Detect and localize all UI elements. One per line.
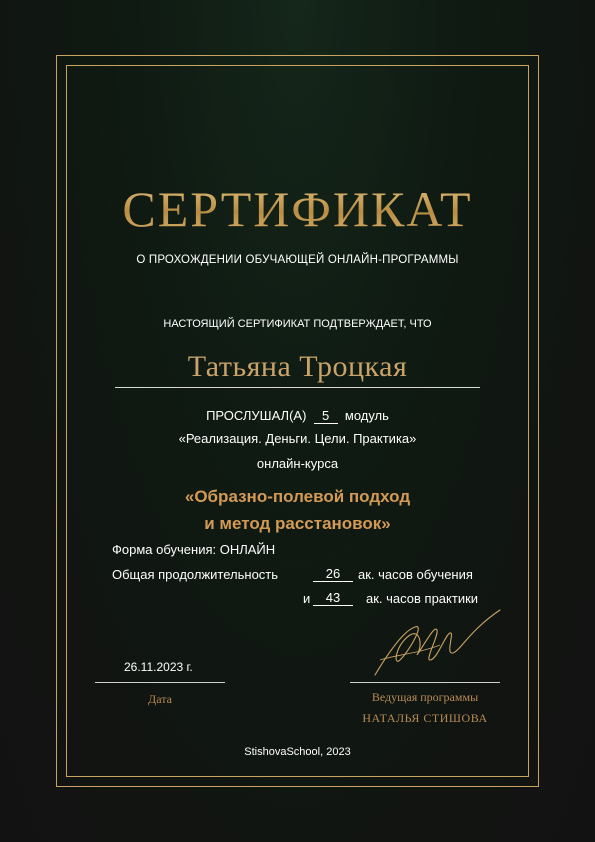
certificate-title: СЕРТИФИКАТ [0,180,595,238]
signature-image [365,605,505,680]
and-word: и [303,591,311,606]
date-line [95,682,225,683]
name-underline [115,387,480,388]
module-name: «Реализация. Деньги. Цели. Практика» [178,431,417,446]
footer-text: StishovaSchool, 2023 [244,746,351,758]
date-value: 26.11.2023 г. [124,660,193,674]
recipient-name: Татьяна Троцкая [187,350,408,383]
signature-line [350,682,500,683]
completed-prefix: ПРОСЛУШАЛ(А) [206,408,307,423]
study-hours-label: ак. часов обучения [358,567,473,582]
leader-name: НАТАЛЬЯ СТИШОВА [362,711,488,725]
leader-caption: Ведущая программы [371,690,479,704]
duration-label: Общая продолжительность [112,567,279,582]
course-title [0,483,595,537]
study-form: Форма обучения: ОНЛАЙН [112,542,276,557]
study-hours: 26 [313,566,353,582]
practice-hours: 43 [313,590,353,606]
certificate-subtitle: О ПРОХОЖДЕНИИ ОБУЧАЮЩЕЙ ОНЛАЙН-ПРОГРАММЫ [136,254,459,266]
module-word: модуль [344,408,389,423]
course-word: онлайн-курса [256,456,339,471]
completed-line [0,408,595,424]
confirms-text: НАСТОЯЩИЙ СЕРТИФИКАТ ПОДТВЕРЖДАЕТ, ЧТО [163,318,432,330]
module-number: 5 [314,408,338,424]
date-caption: Дата [148,692,172,706]
practice-hours-label: ак. часов практики [366,591,479,606]
course-title-line2: и метод расстановок» [204,514,391,533]
course-title-line1: «Образно-полевой подход [184,487,411,506]
